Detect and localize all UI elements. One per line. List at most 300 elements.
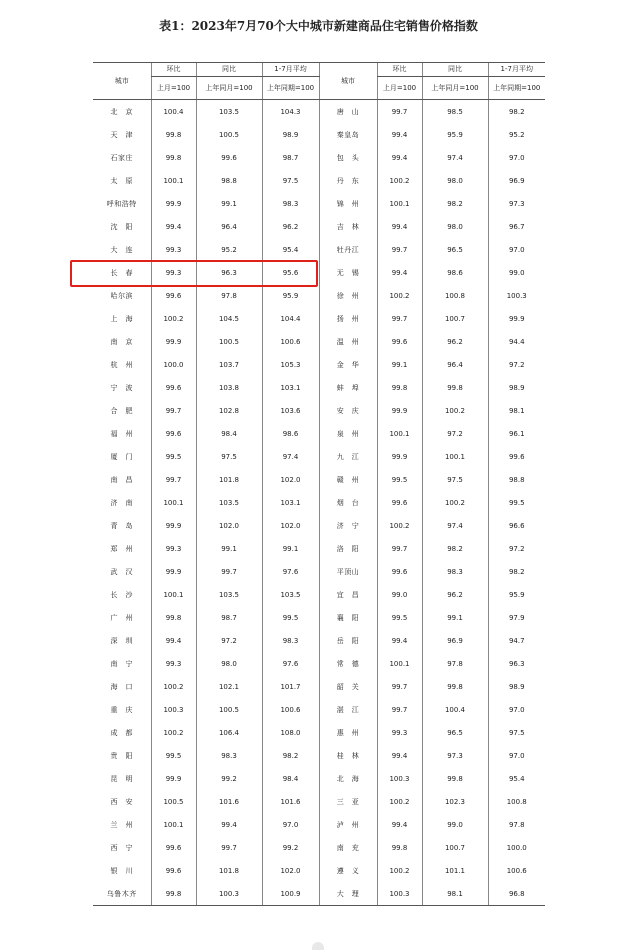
city-cell: 常 德 [319, 652, 377, 675]
index-value-cell: 99.7 [151, 399, 196, 422]
index-value-cell: 99.9 [151, 330, 196, 353]
index-value-cell: 99.5 [377, 606, 422, 629]
index-value-cell: 99.9 [377, 445, 422, 468]
index-value-cell: 98.2 [488, 560, 545, 583]
city-cell: 石家庄 [110, 153, 133, 162]
city-cell: 乌鲁木齐 [93, 882, 151, 906]
index-value-cell: 100.8 [488, 790, 545, 813]
index-value-cell: 100.6 [262, 330, 319, 353]
city-cell: 郑 州 [110, 544, 133, 553]
city-cell: 安 庆 [319, 399, 377, 422]
index-value-cell: 99.9 [151, 514, 196, 537]
city-cell: 北 海 [319, 767, 377, 790]
index-value-cell: 99.7 [377, 100, 422, 124]
index-value-cell: 98.0 [196, 652, 262, 675]
index-value-cell: 102.0 [196, 514, 262, 537]
index-value-cell: 98.3 [422, 560, 488, 583]
index-value-cell: 100.9 [262, 882, 319, 906]
index-value-cell: 99.8 [151, 123, 196, 146]
index-value-cell: 98.5 [422, 100, 488, 124]
table-row [93, 330, 545, 353]
index-value-cell: 98.2 [262, 744, 319, 767]
index-value-cell: 99.8 [151, 146, 196, 169]
index-value-cell: 96.9 [488, 169, 545, 192]
index-value-cell: 99.6 [377, 330, 422, 353]
city-cell: 重 庆 [110, 705, 133, 714]
index-value-cell: 98.4 [196, 422, 262, 445]
table-row [93, 767, 545, 790]
index-value-cell: 98.0 [422, 169, 488, 192]
table-title: 表1：2023年7月70个大中城市新建商品住宅销售价格指数 [159, 19, 478, 33]
table-row [93, 583, 545, 606]
index-value-cell: 99.8 [377, 376, 422, 399]
city-cell: 九 江 [319, 445, 377, 468]
index-value-cell: 97.2 [488, 537, 545, 560]
index-value-cell: 98.8 [196, 169, 262, 192]
index-value-cell: 95.6 [262, 261, 319, 284]
city-cell: 兰 州 [110, 820, 133, 829]
index-value-cell: 99.3 [151, 652, 196, 675]
index-value-cell: 101.8 [196, 859, 262, 882]
index-value-cell: 103.6 [262, 399, 319, 422]
city-cell: 襄 阳 [319, 606, 377, 629]
index-value-cell: 96.5 [422, 721, 488, 744]
yoy-header-left: 同比 [196, 63, 262, 77]
city-cell: 桂 林 [319, 744, 377, 767]
index-value-cell: 99.8 [151, 606, 196, 629]
index-value-cell: 98.7 [196, 606, 262, 629]
index-value-cell: 99.8 [422, 675, 488, 698]
table-row [93, 744, 545, 767]
index-value-cell: 99.7 [196, 560, 262, 583]
price-index-table [93, 62, 545, 906]
city-cell: 金 华 [319, 353, 377, 376]
index-value-cell: 100.3 [377, 767, 422, 790]
city-header-right: 城市 [319, 63, 377, 100]
index-value-cell: 96.9 [422, 629, 488, 652]
index-value-cell: 94.7 [488, 629, 545, 652]
index-value-cell: 99.6 [151, 836, 196, 859]
index-value-cell: 99.6 [488, 445, 545, 468]
index-value-cell: 99.4 [377, 744, 422, 767]
highlight-box-changchun [70, 260, 318, 287]
index-value-cell: 99.4 [151, 215, 196, 238]
index-value-cell: 97.3 [422, 744, 488, 767]
index-value-cell: 102.0 [262, 514, 319, 537]
index-value-cell: 99.4 [377, 813, 422, 836]
mom-subheader-right: 上月=100 [377, 77, 422, 100]
index-value-cell: 96.4 [196, 215, 262, 238]
index-value-cell: 99.6 [151, 376, 196, 399]
index-value-cell: 99.6 [196, 146, 262, 169]
table-row [93, 284, 545, 307]
index-value-cell: 99.9 [151, 767, 196, 790]
city-cell: 大 连 [110, 245, 133, 254]
index-value-cell: 99.7 [377, 675, 422, 698]
index-value-cell: 96.6 [488, 514, 545, 537]
city-cell: 呼和浩特 [106, 199, 137, 208]
index-value-cell: 95.9 [488, 583, 545, 606]
index-value-cell: 97.2 [488, 353, 545, 376]
index-value-cell: 100.2 [377, 790, 422, 813]
table-row [93, 836, 545, 859]
index-value-cell: 100.7 [422, 836, 488, 859]
index-value-cell: 108.0 [262, 721, 319, 744]
index-value-cell: 96.2 [422, 583, 488, 606]
index-value-cell: 96.4 [422, 353, 488, 376]
city-header-left: 城市 [93, 63, 151, 100]
index-value-cell: 100.1 [377, 422, 422, 445]
city-cell: 泸 州 [319, 813, 377, 836]
index-value-cell: 100.1 [151, 491, 196, 514]
index-value-cell: 97.9 [488, 606, 545, 629]
city-cell: 济 南 [110, 498, 133, 507]
index-value-cell: 103.7 [196, 353, 262, 376]
index-value-cell: 100.3 [488, 284, 545, 307]
table-row [93, 376, 545, 399]
city-cell: 南 充 [319, 836, 377, 859]
index-value-cell: 104.5 [196, 307, 262, 330]
city-cell: 南 昌 [110, 475, 133, 484]
city-cell: 吉 林 [319, 215, 377, 238]
city-cell: 宁 波 [110, 383, 133, 392]
index-value-cell: 100.6 [262, 698, 319, 721]
index-value-cell: 97.6 [262, 560, 319, 583]
index-value-cell: 99.6 [151, 284, 196, 307]
index-value-cell: 99.4 [196, 813, 262, 836]
city-cell: 西 安 [110, 797, 133, 806]
index-value-cell: 96.3 [488, 652, 545, 675]
city-cell: 青 岛 [110, 521, 133, 530]
table-row [93, 169, 545, 192]
index-value-cell: 99.1 [196, 537, 262, 560]
index-value-cell: 99.7 [151, 468, 196, 491]
table-row [93, 859, 545, 882]
index-value-cell: 99.5 [377, 468, 422, 491]
city-cell: 包 头 [319, 146, 377, 169]
index-value-cell: 102.3 [422, 790, 488, 813]
index-value-cell: 100.0 [488, 836, 545, 859]
index-value-cell: 105.3 [262, 353, 319, 376]
table-row [93, 491, 545, 514]
index-value-cell: 97.4 [422, 146, 488, 169]
index-value-cell: 100.6 [488, 859, 545, 882]
index-value-cell: 95.2 [196, 238, 262, 261]
index-value-cell: 100.4 [422, 698, 488, 721]
index-value-cell: 97.8 [488, 813, 545, 836]
table-row [93, 307, 545, 330]
city-cell: 南 京 [110, 337, 133, 346]
city-cell: 岳 阳 [319, 629, 377, 652]
city-cell: 无 锡 [319, 261, 377, 284]
index-value-cell: 99.4 [151, 629, 196, 652]
index-value-cell: 103.1 [262, 491, 319, 514]
avg-header-left: 1-7月平均 [262, 63, 319, 77]
index-value-cell: 99.6 [151, 859, 196, 882]
index-value-cell: 97.0 [488, 146, 545, 169]
index-value-cell: 99.5 [262, 606, 319, 629]
index-value-cell: 97.3 [488, 192, 545, 215]
index-value-cell: 98.6 [262, 422, 319, 445]
index-value-cell: 97.5 [196, 445, 262, 468]
city-cell: 哈尔滨 [110, 291, 133, 300]
index-value-cell: 99.2 [262, 836, 319, 859]
index-value-cell: 99.4 [377, 629, 422, 652]
index-value-cell: 96.7 [488, 215, 545, 238]
table-row [93, 813, 545, 836]
city-cell: 成 都 [110, 728, 133, 737]
index-value-cell: 99.9 [488, 307, 545, 330]
index-value-cell: 100.4 [151, 100, 196, 124]
table-row [93, 882, 545, 906]
table-row [93, 399, 545, 422]
index-value-cell: 101.6 [196, 790, 262, 813]
index-value-cell: 97.0 [262, 813, 319, 836]
index-value-cell: 95.9 [422, 123, 488, 146]
index-value-cell: 106.4 [196, 721, 262, 744]
index-value-cell: 98.9 [488, 376, 545, 399]
index-value-cell: 96.3 [196, 261, 262, 284]
index-value-cell: 98.9 [488, 675, 545, 698]
index-value-cell: 97.0 [488, 698, 545, 721]
index-value-cell: 100.1 [377, 652, 422, 675]
index-value-cell: 99.7 [377, 307, 422, 330]
city-cell: 锦 州 [319, 192, 377, 215]
index-value-cell: 95.4 [262, 238, 319, 261]
index-value-cell: 97.6 [262, 652, 319, 675]
city-cell: 广 州 [110, 613, 133, 622]
index-value-cell: 97.4 [262, 445, 319, 468]
index-value-cell: 100.1 [422, 445, 488, 468]
index-value-cell: 100.2 [422, 399, 488, 422]
table-row [93, 192, 545, 215]
index-value-cell: 100.5 [196, 330, 262, 353]
index-value-cell: 100.0 [151, 353, 196, 376]
index-value-cell: 99.7 [377, 698, 422, 721]
table-row [93, 721, 545, 744]
city-cell: 丹 东 [319, 169, 377, 192]
table-row [93, 560, 545, 583]
index-value-cell: 99.3 [151, 537, 196, 560]
index-value-cell: 99.8 [422, 767, 488, 790]
index-value-cell: 99.7 [377, 537, 422, 560]
city-cell: 惠 州 [319, 721, 377, 744]
city-cell: 西 宁 [110, 843, 133, 852]
index-value-cell: 100.2 [151, 721, 196, 744]
index-value-cell: 99.9 [377, 399, 422, 422]
index-value-cell: 97.0 [488, 744, 545, 767]
city-cell: 唐 山 [319, 100, 377, 124]
table-row [93, 353, 545, 376]
city-cell: 昆 明 [110, 774, 133, 783]
index-value-cell: 98.3 [196, 744, 262, 767]
index-value-cell: 99.9 [151, 560, 196, 583]
index-value-cell: 99.2 [196, 767, 262, 790]
index-value-cell: 103.5 [262, 583, 319, 606]
index-value-cell: 102.1 [196, 675, 262, 698]
index-value-cell: 100.2 [377, 514, 422, 537]
table-row [93, 215, 545, 238]
index-value-cell: 100.7 [422, 307, 488, 330]
index-value-cell: 103.5 [196, 583, 262, 606]
city-cell: 韶 关 [319, 675, 377, 698]
index-value-cell: 96.1 [488, 422, 545, 445]
index-value-cell: 99.6 [377, 491, 422, 514]
index-value-cell: 99.6 [151, 422, 196, 445]
index-value-cell: 104.4 [262, 307, 319, 330]
city-cell: 杭 州 [110, 360, 133, 369]
index-value-cell: 102.0 [262, 859, 319, 882]
index-value-cell: 98.3 [262, 192, 319, 215]
index-value-cell: 100.2 [422, 491, 488, 514]
mom-header-right: 环比 [377, 63, 422, 77]
index-value-cell: 97.5 [262, 169, 319, 192]
index-value-cell: 96.8 [488, 882, 545, 906]
index-value-cell: 103.5 [196, 491, 262, 514]
city-cell: 烟 台 [319, 491, 377, 514]
index-value-cell: 97.2 [196, 629, 262, 652]
city-cell: 三 亚 [319, 790, 377, 813]
index-value-cell: 100.5 [196, 123, 262, 146]
index-value-cell: 99.4 [377, 261, 422, 284]
index-value-cell: 95.9 [262, 284, 319, 307]
index-value-cell: 97.4 [422, 514, 488, 537]
city-cell: 银 川 [110, 866, 133, 875]
avg-subheader-left: 上年同期=100 [262, 77, 319, 100]
city-cell: 平顶山 [319, 560, 377, 583]
table-row [93, 537, 545, 560]
index-value-cell: 98.4 [262, 767, 319, 790]
table-body [93, 100, 545, 906]
index-value-cell: 100.3 [377, 882, 422, 906]
table-row [93, 514, 545, 537]
city-cell: 蚌 埠 [319, 376, 377, 399]
city-cell: 深 圳 [110, 636, 133, 645]
city-cell: 武 汉 [110, 567, 133, 576]
index-value-cell: 99.8 [422, 376, 488, 399]
city-cell: 沈 阳 [110, 222, 133, 231]
city-cell: 济 宁 [319, 514, 377, 537]
city-cell: 牡丹江 [319, 238, 377, 261]
index-value-cell: 97.2 [422, 422, 488, 445]
index-value-cell: 94.4 [488, 330, 545, 353]
index-value-cell: 99.8 [377, 836, 422, 859]
index-value-cell: 99.1 [377, 353, 422, 376]
index-value-cell: 101.1 [422, 859, 488, 882]
index-value-cell: 101.7 [262, 675, 319, 698]
city-cell: 温 州 [319, 330, 377, 353]
table-row [93, 100, 545, 124]
avg-subheader-right: 上年同期=100 [488, 77, 545, 100]
avg-header-right: 1-7月平均 [488, 63, 545, 77]
index-value-cell: 98.0 [422, 215, 488, 238]
index-value-cell: 99.1 [422, 606, 488, 629]
index-value-cell: 100.3 [151, 698, 196, 721]
index-value-cell: 103.1 [262, 376, 319, 399]
index-value-cell: 99.0 [422, 813, 488, 836]
index-value-cell: 99.3 [151, 238, 196, 261]
city-cell: 泉 州 [319, 422, 377, 445]
yoy-header-right: 同比 [422, 63, 488, 77]
table-row [93, 675, 545, 698]
index-value-cell: 102.8 [196, 399, 262, 422]
index-value-cell: 96.2 [262, 215, 319, 238]
index-value-cell: 98.8 [488, 468, 545, 491]
index-value-cell: 99.7 [377, 238, 422, 261]
city-cell: 上 海 [110, 314, 133, 323]
city-cell: 扬 州 [319, 307, 377, 330]
city-cell: 南 宁 [110, 659, 133, 668]
index-value-cell: 100.5 [151, 790, 196, 813]
index-value-cell: 95.2 [488, 123, 545, 146]
index-value-cell: 99.6 [377, 560, 422, 583]
index-value-cell: 100.2 [377, 284, 422, 307]
index-value-cell: 99.1 [262, 537, 319, 560]
index-value-cell: 101.6 [262, 790, 319, 813]
index-value-cell: 99.5 [151, 445, 196, 468]
index-value-cell: 97.8 [422, 652, 488, 675]
index-value-cell: 99.8 [151, 882, 196, 906]
index-value-cell: 99.1 [196, 192, 262, 215]
index-value-cell: 96.2 [422, 330, 488, 353]
city-cell: 长 春 [110, 268, 133, 277]
index-value-cell: 99.3 [151, 261, 196, 284]
table-row [93, 790, 545, 813]
index-value-cell: 95.4 [488, 767, 545, 790]
index-value-cell: 100.1 [151, 169, 196, 192]
index-value-cell: 100.2 [377, 859, 422, 882]
city-cell: 大 理 [319, 882, 377, 906]
city-cell: 赣 州 [319, 468, 377, 491]
index-value-cell: 100.2 [377, 169, 422, 192]
index-value-cell: 98.2 [422, 192, 488, 215]
index-value-cell: 99.3 [377, 721, 422, 744]
table-row [93, 468, 545, 491]
index-value-cell: 98.2 [488, 100, 545, 124]
city-cell: 宜 昌 [319, 583, 377, 606]
index-value-cell: 103.8 [196, 376, 262, 399]
index-value-cell: 100.8 [422, 284, 488, 307]
index-value-cell: 100.2 [151, 307, 196, 330]
index-value-cell: 97.5 [422, 468, 488, 491]
index-value-cell: 99.4 [377, 123, 422, 146]
index-value-cell: 100.1 [151, 813, 196, 836]
index-value-cell: 99.0 [488, 261, 545, 284]
city-cell: 福 州 [110, 429, 133, 438]
index-value-cell: 99.4 [377, 215, 422, 238]
city-cell: 徐 州 [319, 284, 377, 307]
mom-header-left: 环比 [151, 63, 196, 77]
city-cell: 洛 阳 [319, 537, 377, 560]
mom-subheader-left: 上月=100 [151, 77, 196, 100]
city-cell: 长 沙 [110, 590, 133, 599]
city-cell: 海 口 [110, 682, 133, 691]
table-row [93, 123, 545, 146]
index-value-cell: 97.8 [196, 284, 262, 307]
city-cell: 太 原 [110, 176, 133, 185]
index-value-cell: 99.5 [151, 744, 196, 767]
table-row [93, 238, 545, 261]
index-value-cell: 102.0 [262, 468, 319, 491]
index-value-cell: 100.2 [151, 675, 196, 698]
index-value-cell: 97.5 [488, 721, 545, 744]
index-value-cell: 99.9 [151, 192, 196, 215]
table-row [93, 629, 545, 652]
yoy-subheader-left: 上年同月=100 [196, 77, 262, 100]
city-cell: 湛 江 [319, 698, 377, 721]
index-value-cell: 99.4 [377, 146, 422, 169]
index-value-cell: 97.0 [488, 238, 545, 261]
